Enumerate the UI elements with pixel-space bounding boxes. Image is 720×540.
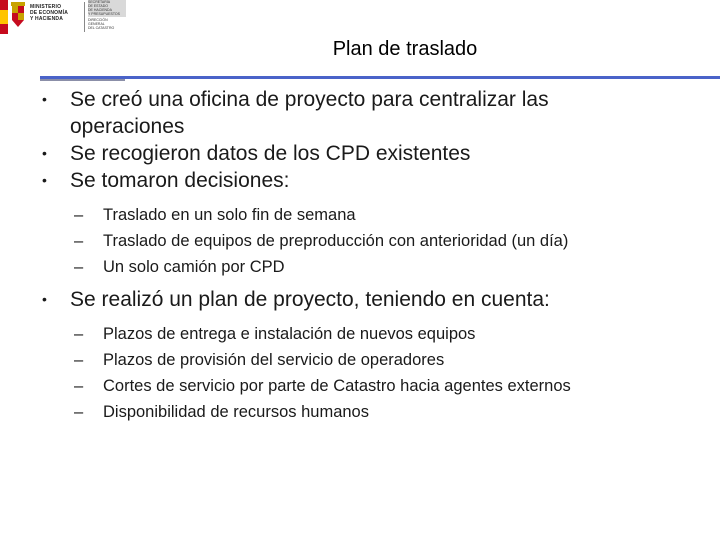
bullet-icon: • bbox=[42, 172, 47, 188]
bullet-icon: • bbox=[42, 291, 47, 307]
directorate-line: GENERAL bbox=[88, 22, 105, 26]
slide-body bbox=[0, 86, 720, 425]
title-underline bbox=[40, 76, 720, 79]
directorate-name bbox=[88, 0, 126, 34]
flag-stripe bbox=[0, 0, 8, 34]
directorate-line: DIRECCIÓN bbox=[88, 18, 108, 22]
dash-icon: – bbox=[74, 403, 84, 421]
secretariat-line: DE ESTADO bbox=[88, 4, 108, 8]
sub-item bbox=[0, 254, 720, 280]
slide-title: Plan de traslado bbox=[332, 38, 478, 60]
sub-item bbox=[0, 321, 720, 347]
sub-item bbox=[0, 347, 720, 373]
sub-item-text: Traslado de equipos de preproducción con anterioridad (un día) bbox=[103, 232, 569, 250]
ministry-name bbox=[30, 4, 80, 22]
dash-icon: – bbox=[74, 206, 84, 224]
bullet-item bbox=[0, 86, 720, 140]
sub-item-text: Plazos de entrega e instalación de nuevos equipos bbox=[103, 325, 476, 343]
logo-divider bbox=[84, 2, 85, 32]
bullet-item bbox=[0, 286, 720, 313]
title-underline-accent bbox=[40, 79, 125, 81]
sub-item bbox=[0, 373, 720, 399]
bullet-text-continued: operaciones bbox=[70, 115, 185, 138]
bullet-text: Se recogieron datos de los CPD existentes bbox=[70, 142, 471, 165]
bullet-text: Se realizó un plan de proyecto, teniendo en cuenta: bbox=[70, 288, 550, 311]
coat-of-arms-icon bbox=[10, 2, 26, 28]
secretariat-line: DE HACIENDA bbox=[88, 8, 112, 12]
ministry-logo bbox=[0, 0, 128, 34]
bullet-icon: • bbox=[42, 91, 47, 107]
ministry-line: Y HACIENDA bbox=[30, 16, 64, 22]
sub-item bbox=[0, 399, 720, 425]
dash-icon: – bbox=[74, 377, 84, 395]
bullet-text: Se creó una oficina de proyecto para centralizar las bbox=[70, 88, 549, 111]
ministry-line: DE ECONOMÍA bbox=[30, 10, 69, 16]
sub-item-text: Un solo camión por CPD bbox=[103, 258, 285, 276]
sub-item bbox=[0, 202, 720, 228]
secretariat-line: Y PRESUPUESTOS bbox=[88, 12, 120, 16]
sub-item-text: Plazos de provisión del servicio de operadores bbox=[103, 351, 445, 369]
sub-item bbox=[0, 228, 720, 254]
directorate-box bbox=[88, 18, 126, 34]
bullet-text: Se tomaron decisiones: bbox=[70, 169, 290, 192]
secretariat-box bbox=[88, 0, 126, 17]
dash-icon: – bbox=[74, 232, 84, 250]
dash-icon: – bbox=[74, 258, 84, 276]
sub-item-text: Traslado en un solo fin de semana bbox=[103, 206, 356, 224]
dash-icon: – bbox=[74, 351, 84, 369]
sub-item-text: Disponibilidad de recursos humanos bbox=[103, 403, 369, 421]
ministry-line: MINISTERIO bbox=[30, 4, 62, 10]
secretariat-line: SECRETARÍA bbox=[88, 0, 111, 4]
sub-item-text: Cortes de servicio por parte de Catastro hacia agentes externos bbox=[103, 377, 571, 395]
bullet-item bbox=[0, 167, 720, 194]
bullet-item bbox=[0, 140, 720, 167]
bullet-icon: • bbox=[42, 145, 47, 161]
dash-icon: – bbox=[74, 325, 84, 343]
directorate-line: DEL CATASTRO bbox=[88, 26, 115, 30]
